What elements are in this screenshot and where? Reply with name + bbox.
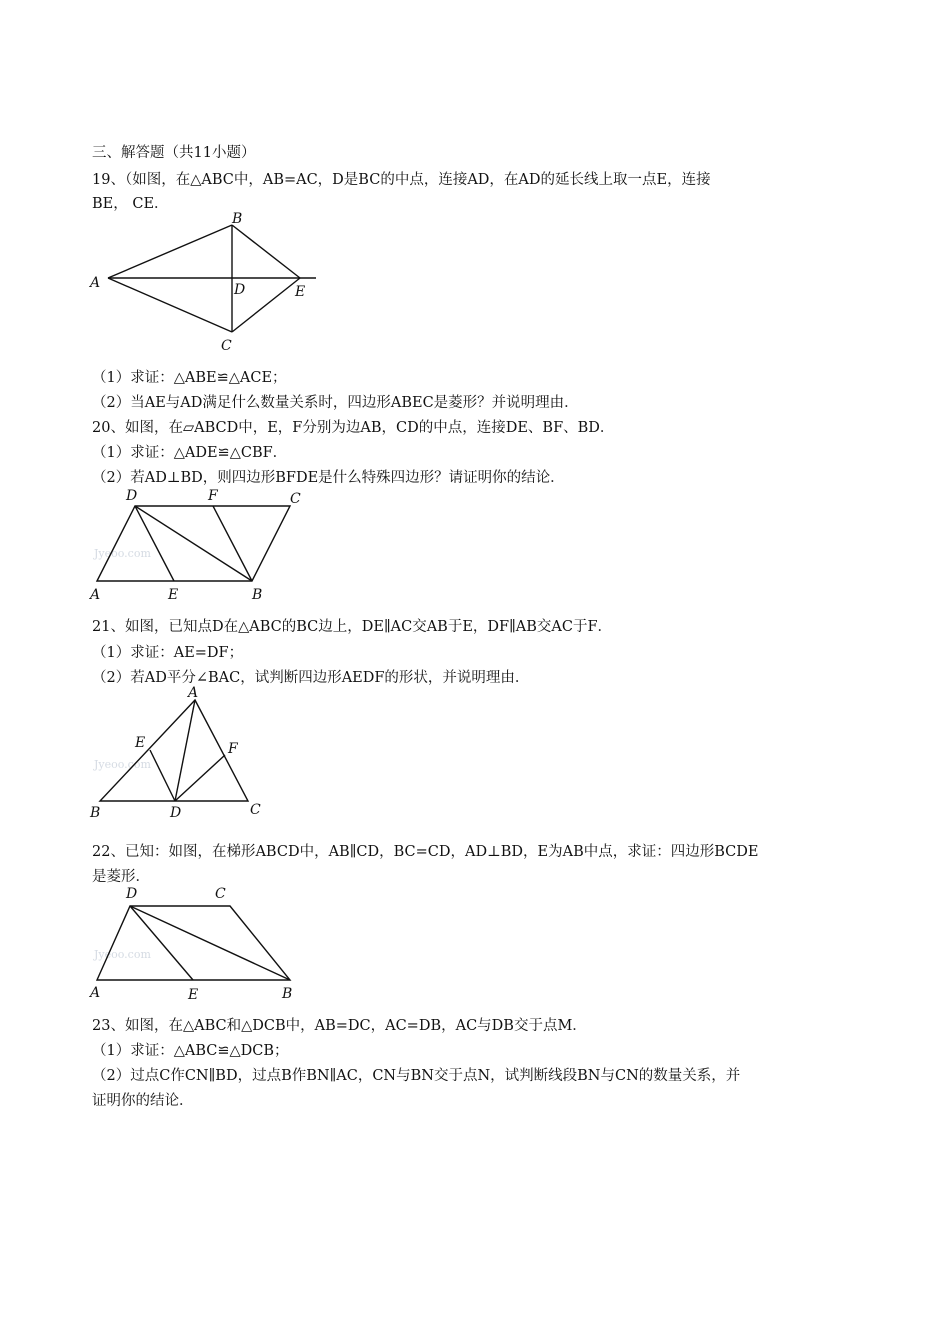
- label-b: B: [252, 587, 263, 603]
- problem-19-part-2: （2）当AE与AD满足什么数量关系时，四边形ABEC是菱形？并说明理由．: [92, 395, 579, 411]
- label-a: A: [90, 275, 101, 291]
- problem-23-text: 23、如图，在△ABC和△DCB中，AB=DC，AC=DB，AC与DB交于点M．: [92, 1018, 587, 1034]
- label-e: E: [168, 587, 179, 603]
- triangle-abc: [100, 700, 248, 801]
- segment-be: [232, 225, 300, 278]
- problem-19-text-line-1: 19、（如图，在△ABC中，AB=AC，D是BC的中点，连接AD，在AD的延长线上取一点E，连接: [92, 172, 711, 188]
- watermark: Jyeoo.com: [94, 758, 151, 771]
- label-d: D: [126, 886, 138, 902]
- segment-bf: [213, 506, 252, 581]
- label-b: B: [90, 805, 101, 821]
- problem-21-part-2: （2）若AD平分∠BAC，试判断四边形AEDF的形状，并说明理由．: [92, 670, 530, 686]
- label-d: D: [234, 282, 246, 298]
- section-title: 三、解答题（共11小题）: [92, 145, 256, 161]
- segment-de: [135, 506, 174, 581]
- problem-23-part-2-line-2: 证明你的结论．: [92, 1093, 194, 1109]
- watermark: Jyeoo.com: [94, 547, 151, 560]
- segment-ac: [108, 278, 232, 332]
- label-a: A: [90, 587, 101, 603]
- watermark: Jyeoo.com: [94, 948, 151, 961]
- problem-19-part-1: （1）求证：△ABE≌△ACE；: [92, 370, 287, 386]
- label-c: C: [215, 886, 226, 902]
- label-e: E: [295, 284, 306, 300]
- problem-20-figure: [80, 485, 320, 605]
- label-d: D: [170, 805, 182, 821]
- label-b: B: [232, 211, 243, 227]
- label-f: F: [228, 741, 238, 757]
- label-a: A: [90, 985, 101, 1001]
- problem-22-figure: [80, 880, 310, 1005]
- segment-de: [130, 906, 193, 980]
- label-b: B: [282, 986, 293, 1002]
- problem-20-part-2: （2）若AD⊥BD，则四边形BFDE是什么特殊四边形？请证明你的结论．: [92, 470, 565, 486]
- segment-bd: [135, 506, 252, 581]
- label-a: A: [188, 685, 199, 701]
- label-e: E: [188, 987, 199, 1003]
- problem-23-part-1: （1）求证：△ABC≌△DCB；: [92, 1043, 289, 1059]
- label-e: E: [135, 735, 146, 751]
- label-d: D: [126, 488, 138, 504]
- problem-19-text-line-2: BE， CE．: [92, 196, 169, 212]
- problem-22-text-line-2: 是菱形．: [92, 869, 150, 885]
- problem-19-figure: [80, 205, 330, 355]
- label-f: F: [208, 488, 218, 504]
- problem-23-part-2-line-1: （2）过点C作CN∥BD，过点B作BN∥AC，CN与BN交于点N，试判断线段BN与CN的数量关系，并: [92, 1068, 741, 1084]
- problem-22-text-line-1: 22、已知：如图，在梯形ABCD中，AB∥CD，BC=CD，AD⊥BD，E为AB中点，求证：四边形BCDE: [92, 844, 759, 860]
- problem-21-part-1: （1）求证：AE=DF；: [92, 645, 244, 661]
- problem-20-text: 20、如图，在▱ABCD中，E，F分别为边AB，CD的中点，连接DE、BF、BD．: [92, 420, 615, 436]
- problem-21-figure: [80, 683, 270, 823]
- problem-21-text: 21、如图，已知点D在△ABC的BC边上，DE∥AC交AB于E，DF∥AB交AC于F．: [92, 619, 613, 635]
- problem-20-part-1: （1）求证：△ADE≌△CBF．: [92, 445, 288, 461]
- segment-de: [150, 750, 175, 801]
- segment-ab: [108, 225, 232, 278]
- trapezoid-abcd: [97, 906, 290, 980]
- label-c: C: [250, 802, 261, 818]
- label-c: C: [221, 338, 232, 354]
- segment-bd: [130, 906, 290, 980]
- label-c: C: [290, 491, 301, 507]
